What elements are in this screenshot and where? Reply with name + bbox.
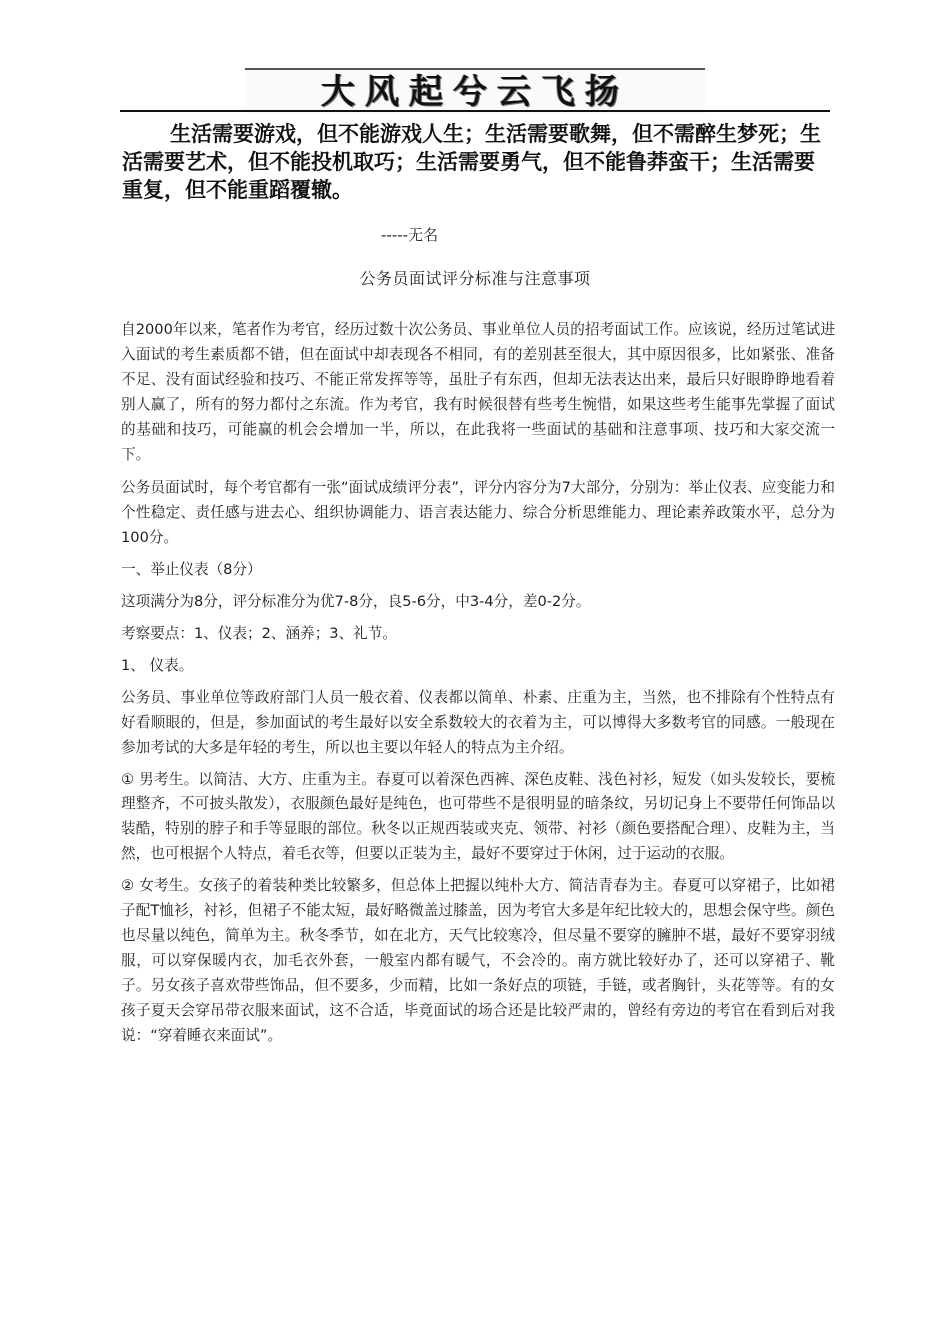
header-divider	[120, 110, 830, 112]
header-banner	[245, 68, 705, 114]
paragraph-key-points: 考察要点：1、仪表；2、涵养；3、礼节。	[121, 624, 397, 642]
section-heading-appearance: 一、举止仪表（8分）	[121, 561, 262, 579]
epigraph-author: -----无名	[381, 226, 439, 244]
epigraph-quote: 生活需要游戏，但不能游戏人生；生活需要歌舞，但不需醉生梦死；生活需要艺术，但不能投机取巧；生活需要勇气，但不能鲁莽蛮干；生活需要重复，但不能重蹈覆辙。	[122, 121, 821, 202]
paragraph-dress-general: 公务员、事业单位等政府部门人员一般衣着、仪表都以简单、朴素、庄重为主，当然，也不排除有个性特点有好看顺眼的，但是，参加面试的考生最好以安全系数较大的衣着为主，可以博得大多数考官的同感。一般现在参加考试的大多是年轻的考生，所以也主要以年轻人的特点为主介绍。	[121, 688, 835, 756]
banner-calligraphy-text: 大风起兮云飞扬	[321, 72, 629, 112]
paragraph-female-candidates: ② 女考生。女孩子的着装种类比较繁多，但总体上把握以纯朴大方、简洁青春为主。春夏可以穿裙子，比如裙子配T恤衫，衬衫，但裙子不能太短，最好略微盖过膝盖，因为考官大多是年纪比较大的，思想会保守些。颜色也尽量以纯色，简单为主。秋冬季节，如在北方，天气比较寒冷，但尽量不要穿的臃肿不堪，最好不要穿羽绒服，可以穿保暖内衣，加毛衣外套，一般室内都有暖气，不会冷的。南方就比较好办了，还可以穿裙子、靴子。另女孩子喜欢带些饰品，但不要多，少而精，比如一条好点的项链，手链，或者胸针，头花等等。有的女孩子夏天会穿吊带衣服来面试，这不合适，毕竟面试的场合还是比较严肃的，曾经有旁边的考官在看到后对我说：“穿着睡衣来面试”。	[121, 877, 835, 1044]
paragraph-scoring-criteria: 这项满分为8分，评分标准分为优7-8分，良5-6分，中3-4分，差0-2分。	[121, 593, 591, 611]
subheading-appearance: 1、 仪表。	[121, 656, 194, 674]
paragraph-scoring-overview: 公务员面试时，每个考官都有一张“面试成绩评分表”，评分内容分为7大部分，分别为：举止仪表、应变能力和个性稳定、责任感与进去心、组织协调能力、语言表达能力、综合分析思维能力、理论素养政策水平，总分为100分。	[121, 479, 835, 547]
document-body	[121, 318, 835, 1055]
document-title: 公务员面试评分标准与注意事项	[359, 269, 591, 288]
paragraph-male-candidates: ① 男考生。以简洁、大方、庄重为主。春夏可以着深色西裤、深色皮鞋、浅色衬衫，短发（如头发较长，要梳理整齐，不可披头散发），衣服颜色最好是纯色，也可带些不是很明显的暗条纹，另切记身上不要带任何饰品以装酷，特别的脖子和手等显眼的部位。秋冬以正规西装或夹克、领带、衬衫（颜色要搭配合理）、皮鞋为主，当然，也可根据个人特点，着毛衣等，但要以正装为主，最好不要穿过于休闲，过于运动的衣服。	[121, 770, 835, 863]
paragraph-intro: 自2000年以来，笔者作为考官，经历过数十次公务员、事业单位人员的招考面试工作。应该说，经历过笔试进入面试的考生素质都不错，但在面试中却表现各不相同，有的差别甚至很大，其中原因很多，比如紧张、准备不足、没有面试经验和技巧、不能正常发挥等等，虽肚子有东西，但却无法表达出来，最后只好眼睁睁地看着别人赢了，所有的努力都付之东流。作为考官，我有时候很替有些考生惋惜，如果这些考生能事先掌握了面试的基础和技巧，可能赢的机会会增加一半，所以，在此我将一些面试的基础和注意事项、技巧和大家交流一下。	[121, 321, 835, 463]
